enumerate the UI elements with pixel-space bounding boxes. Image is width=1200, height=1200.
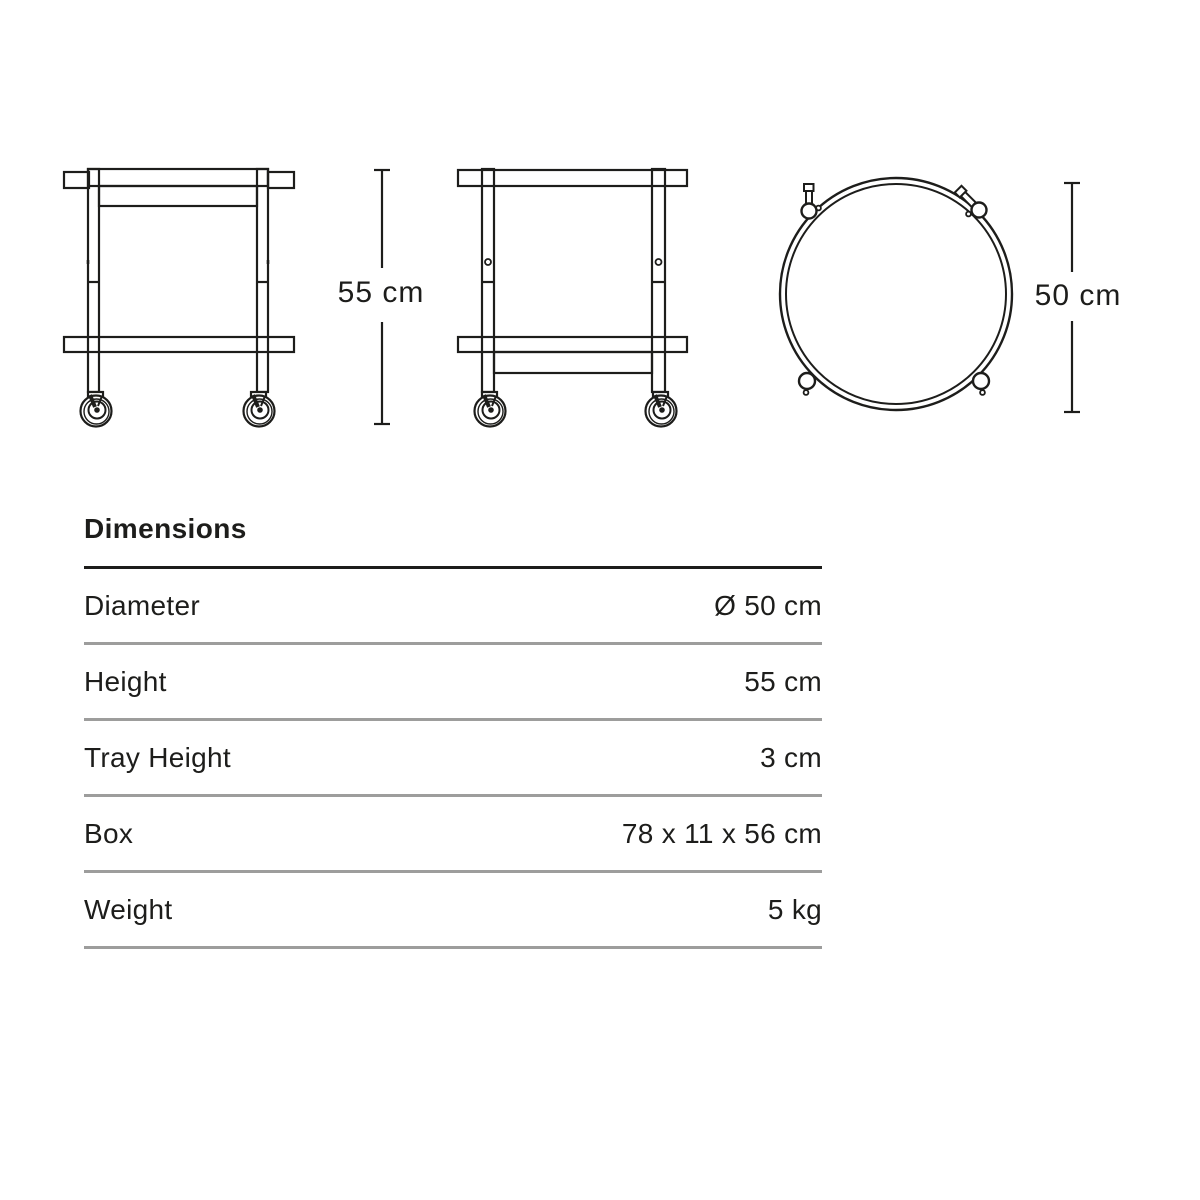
- top-view-drawing: [780, 178, 1012, 410]
- row-value: 55 cm: [744, 665, 822, 697]
- technical-drawings: [0, 0, 1200, 480]
- drawings-canvas: [0, 0, 1200, 480]
- side-view-drawing: [458, 169, 687, 427]
- row-label: Weight: [84, 893, 173, 925]
- caster-bottom-right: [973, 373, 989, 395]
- row-value: 78 x 11 x 56 cm: [621, 817, 822, 849]
- row-value: 5 kg: [767, 893, 822, 925]
- dimensions-table: [84, 515, 822, 949]
- row-label: Height: [84, 665, 167, 697]
- height-dimension-label: 55 cm: [337, 276, 425, 309]
- row-value: 3 cm: [760, 741, 822, 773]
- table-row-box: [84, 797, 822, 873]
- row-value: Ø 50 cm: [714, 589, 822, 621]
- caster-bottom-left: [799, 373, 815, 395]
- table-row-tray-height: [84, 721, 822, 797]
- row-label: Tray Height: [84, 741, 231, 773]
- table-row-height: [84, 645, 822, 721]
- dimensions-table-title: Dimensions: [84, 513, 247, 544]
- row-label: Box: [84, 817, 134, 849]
- front-view-drawing: [64, 169, 294, 427]
- caster-top-left: [802, 184, 821, 219]
- table-row-weight: [84, 873, 822, 949]
- table-row-diameter: [84, 569, 822, 645]
- diameter-dimension-label: 50 cm: [1034, 279, 1122, 312]
- caster-top-right: [955, 186, 987, 218]
- row-label: Diameter: [84, 589, 200, 621]
